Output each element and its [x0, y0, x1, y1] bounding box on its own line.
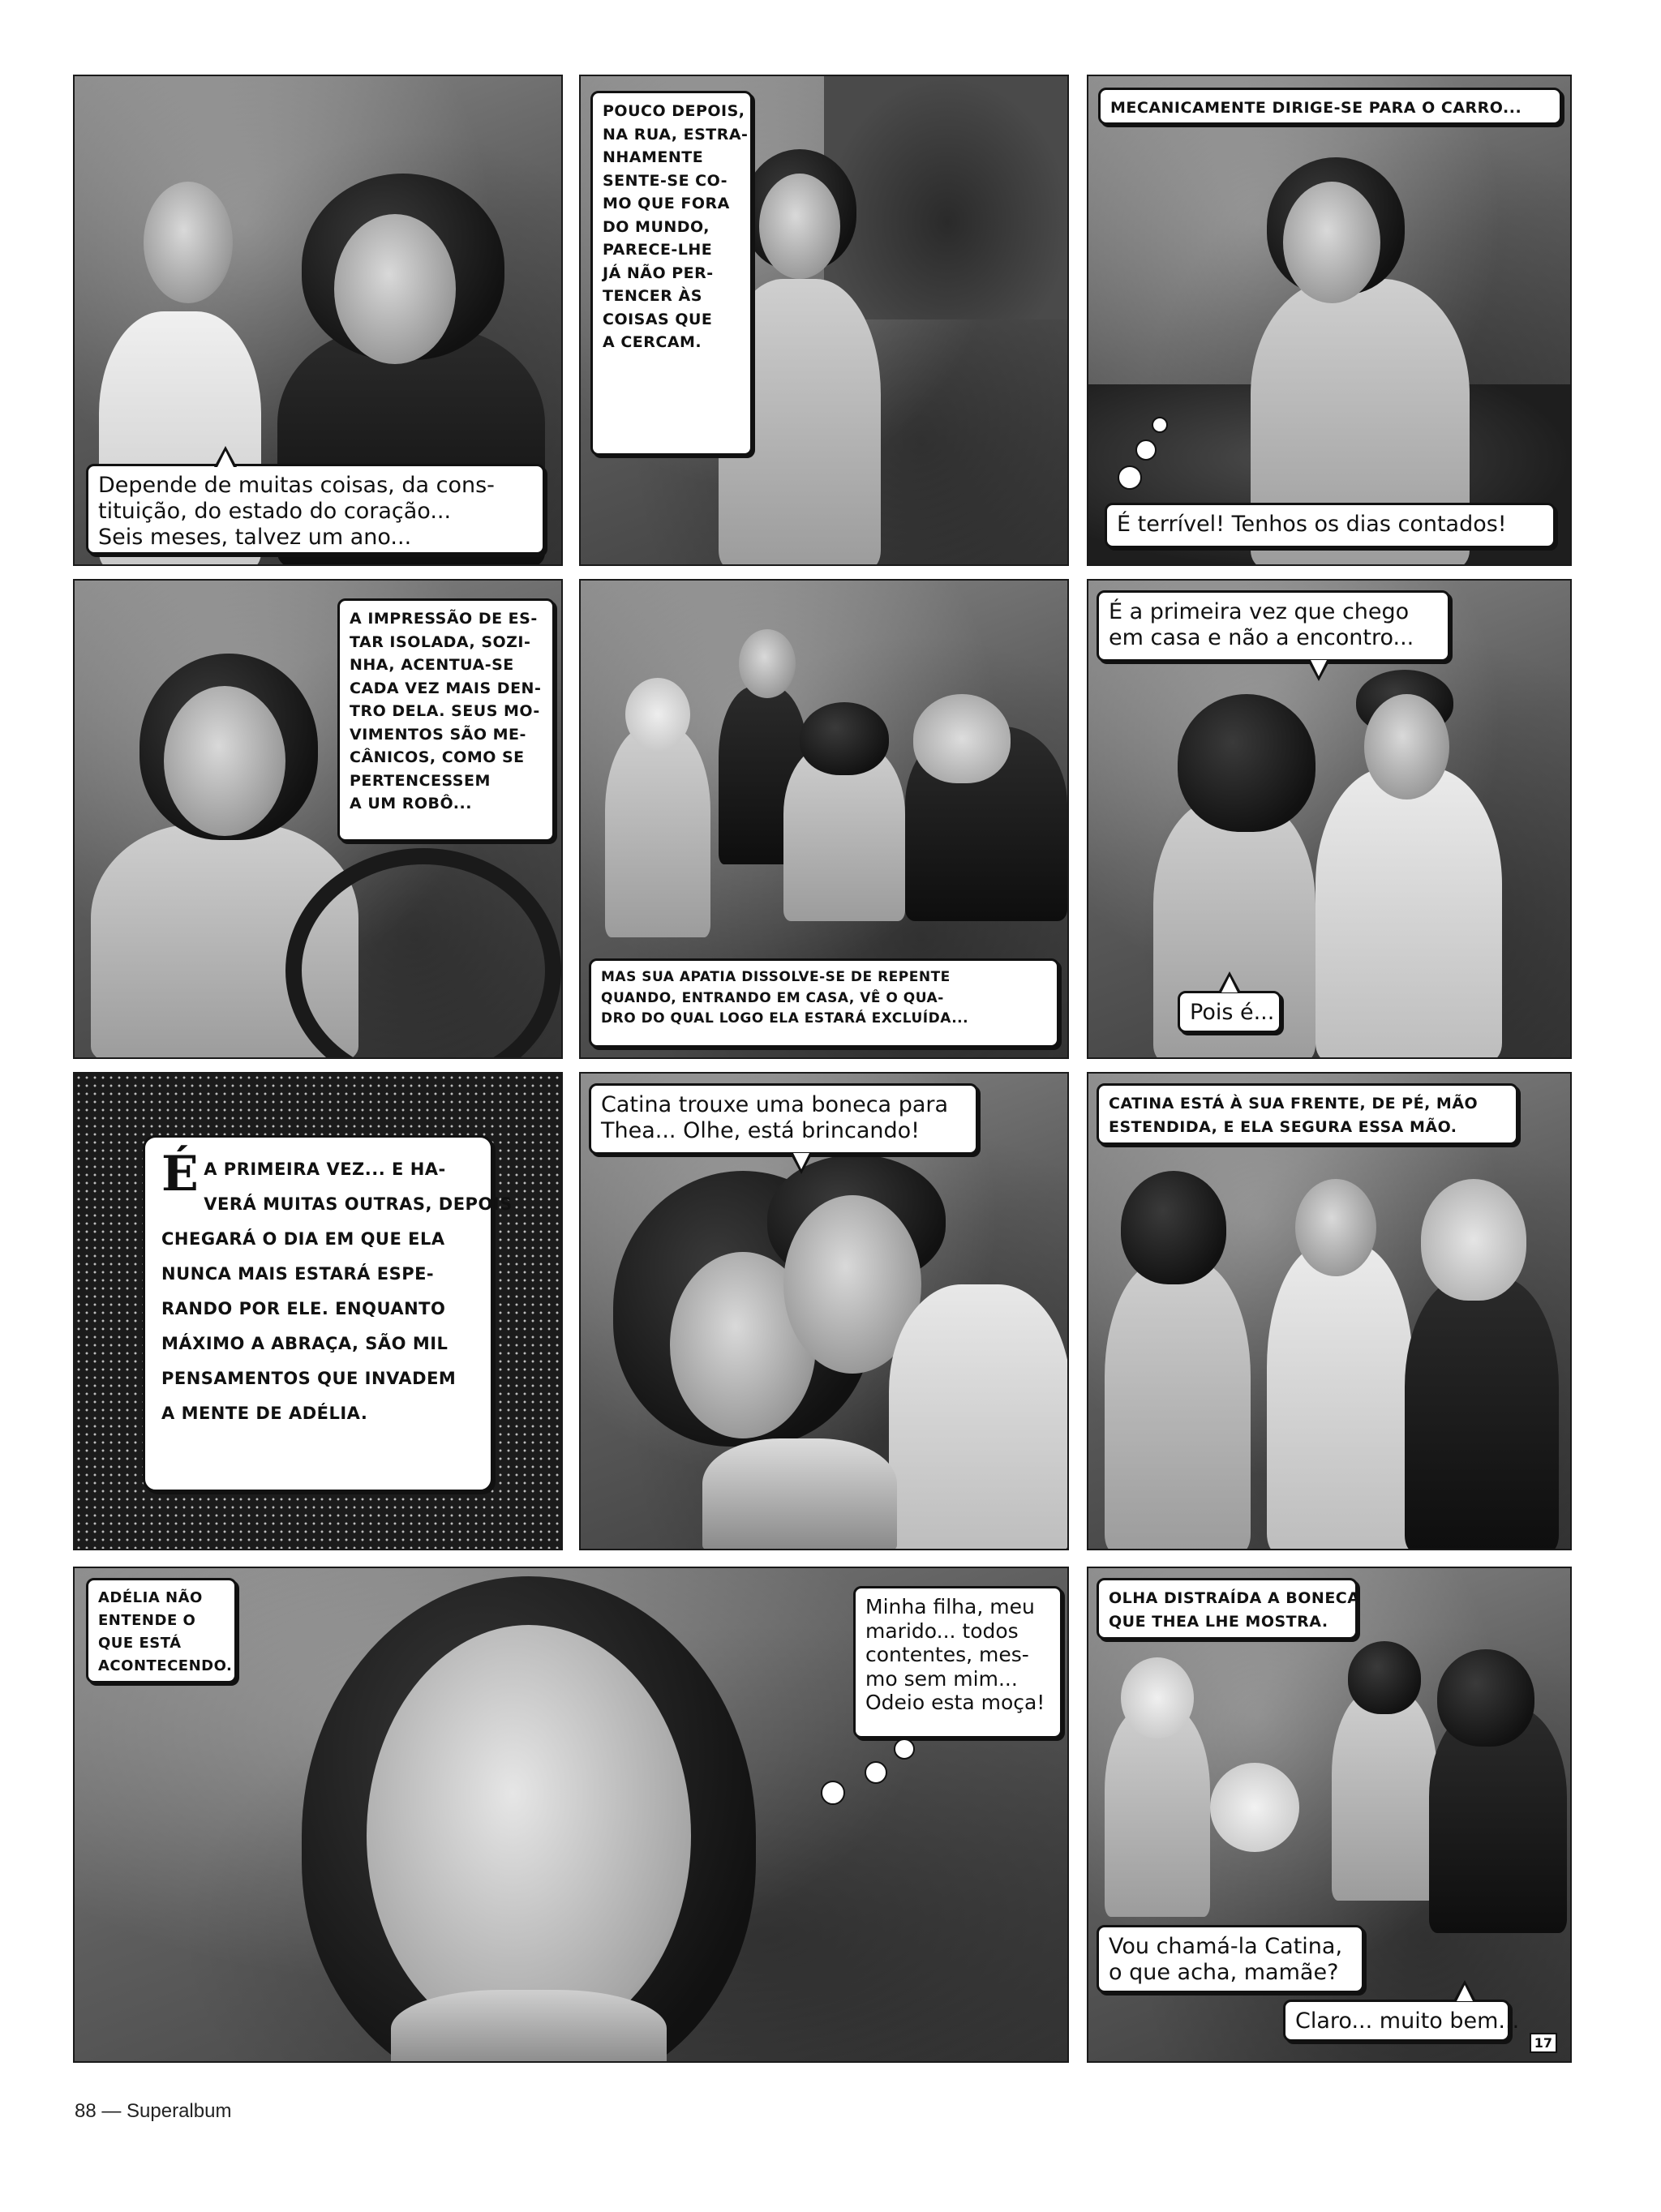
thought-dot	[821, 1781, 845, 1805]
panel-couple-talking	[1087, 579, 1572, 1059]
caption-box: MAS SUA APATIA DISSOLVE-SE DE REPENTE QUANDO, ENTRANDO EM CASA, VÊ O QUA- DRO DO QUAL LOGO ELA ESTARÁ EXCLUÍDA...	[589, 958, 1059, 1048]
photo-woman-thinking	[1088, 76, 1570, 564]
caption-box: OLHA DISTRAÍDA A BONECA QUE THEA LHE MOSTRA.	[1097, 1578, 1358, 1640]
panel-street	[579, 75, 1069, 566]
bubble-tail	[1307, 660, 1330, 681]
caption-box: POUCO DEPOIS, NA RUA, ESTRA- NHAMENTE SENTE-SE CO- MO QUE FORA DO MUNDO, PARECE-LHE JÁ NÃO PER- TENCER ÀS COISAS QUE A CERCAM.	[590, 91, 753, 456]
caption-box: CATINA ESTÁ À SUA FRENTE, DE PÉ, MÃO ESTENDIDA, E ELA SEGURA ESSA MÃO.	[1097, 1083, 1518, 1145]
speech-bubble-mother: Claro... muito bem...	[1283, 2000, 1510, 2042]
panel-living-room	[579, 579, 1069, 1059]
caption-box: A IMPRESSÃO DE ES- TAR ISOLADA, SOZI- NHA, ACENTUA-SE CADA VEZ MAIS DEN- TRO DELA. SEUS MO- VIMENTOS SÃO ME- CÂNICOS, COMO SE PERTENCESSEM A UM ROBÔ...	[337, 598, 555, 842]
caption-box: ADÉLIA NÃO ENTENDE O QUE ESTÁ ACONTECENDO.	[86, 1578, 237, 1683]
page-badge: 17	[1530, 2033, 1557, 2053]
bubble-tail	[790, 1153, 813, 1174]
thought-dot	[1118, 465, 1142, 490]
panel-car	[73, 579, 563, 1059]
thought-bubble: É terrível! Tenhos os dias contados!	[1105, 503, 1556, 548]
drop-cap: É	[161, 1146, 200, 1202]
speech-bubble-husband: É a primeira vez que chego em casa e não a encontro...	[1097, 590, 1450, 662]
thought-dot	[865, 1761, 887, 1784]
narration-box: É A PRIMEIRA VEZ... E HA- VERÁ MUITAS OUTRAS, DEPOIS CHEGARÁ O DIA EM QUE ELA NUNCA MAIS ESTARÁ ESPE- RANDO POR ELE. ENQUANTO MÁXIMO A ABRAÇA, SÃO MIL PENSAMENTOS QUE INVADEM A MENTE DE ADÉLIA.	[143, 1135, 493, 1492]
panel-garden	[1087, 75, 1572, 566]
thought-bubble: Minha filha, meu marido... todos contentes, mes- mo sem mim... Odeio esta moça!	[853, 1586, 1062, 1738]
panel-closeup	[73, 1567, 1069, 2063]
panel-narration-pattern	[73, 1072, 563, 1550]
bubble-tail	[1453, 1980, 1476, 2001]
panel-doll	[1087, 1567, 1572, 2063]
thought-dot	[894, 1738, 915, 1760]
panel-handshake	[1087, 1072, 1572, 1550]
speech-bubble: Catina trouxe uma boneca para Thea... Olhe, está brincando!	[589, 1083, 978, 1155]
caption-box: MECANICAMENTE DIRIGE-SE PARA O CARRO...	[1098, 88, 1562, 125]
speech-bubble-doctor: Depende de muitas coisas, da cons- tituição, do estado do coração... Seis meses, talvez um ano...	[86, 464, 545, 555]
thought-dot	[1135, 439, 1157, 461]
panel-doctor-office	[73, 75, 563, 566]
speech-bubble-wife: Pois é...	[1178, 991, 1281, 1033]
thought-dot	[1152, 417, 1168, 433]
speech-bubble-girl: Vou chamá-la Catina, o que acha, mamãe?	[1097, 1925, 1364, 1993]
bubble-tail	[214, 446, 237, 467]
page-footer: 88 — Superalbum	[75, 2100, 232, 2122]
bubble-tail	[1218, 971, 1241, 992]
panel-embrace	[579, 1072, 1069, 1550]
